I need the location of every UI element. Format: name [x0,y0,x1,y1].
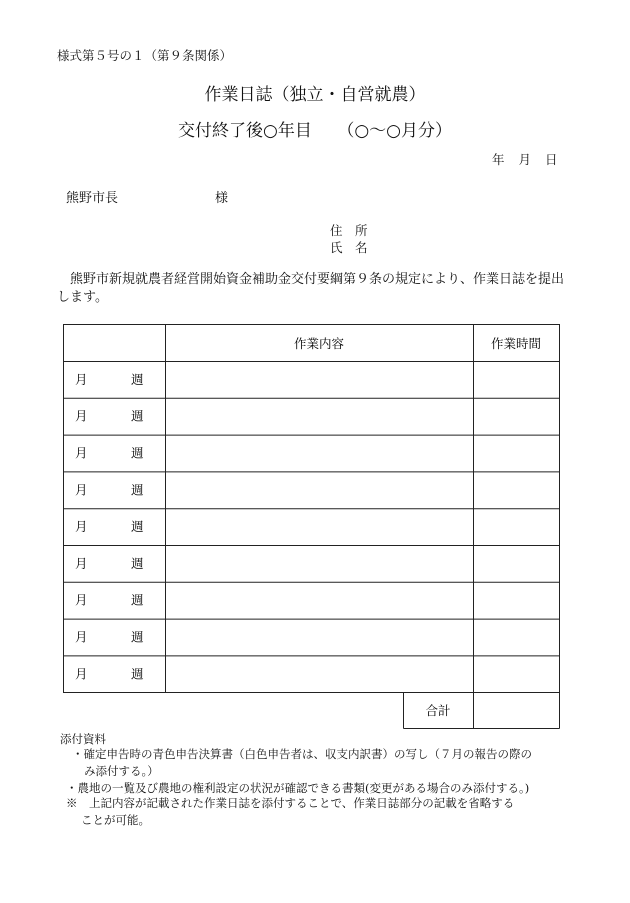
statement: 熊野市新規就農者経営開始資金補助金交付要綱第９条の規定により、作業日誌を提出します。 [57,272,565,305]
row-lines [64,362,560,656]
month-label: 月 [75,592,88,608]
month-label: 月 [75,445,88,461]
attachment-item-2: ・農地の一覧及び農地の権利設定の状況が確認できる書類(変更がある場合のみ添付する。) [66,781,530,795]
total-label: 合計 [425,703,451,718]
month-label: 月 [75,408,88,424]
attachment-note: ※ 上記内容が記載された作業日誌を添付することで、作業日誌部分の記載を省略する [66,796,515,810]
name-label: 氏 名 [330,240,368,255]
week-label: 週 [131,519,144,535]
row-labels [75,372,144,681]
month-label: 月 [75,555,88,571]
week-label: 週 [131,666,144,682]
addressee: 熊野市長 [66,191,119,206]
week-label: 週 [131,555,144,571]
month-label: 月 [75,666,88,682]
document-subtitle: 交付終了後○年目 （○～○月分） [178,121,452,141]
address-label: 住 所 [330,223,368,238]
week-label: 週 [131,482,144,498]
header-hours: 作業時間 [490,336,542,351]
week-label: 週 [131,629,144,645]
month-label: 月 [75,629,88,645]
month-label: 月 [75,519,88,535]
month-label: 月 [75,482,88,498]
header-work: 作業内容 [293,336,345,351]
week-label: 週 [131,445,144,461]
month-label: 月 [75,371,88,387]
attachment-item-1-cont: み添付する。） [84,764,159,778]
week-label: 週 [131,592,144,608]
form-number: 様式第５号の１（第９条関係） [57,48,233,63]
date-line: 年 月 日 [492,152,558,167]
attachment-item-1: ・確定申告時の青色申告決算書（白色申告者は、収支内訳書）の写し（７月の報告の際の [72,747,532,761]
week-label: 週 [131,371,144,387]
honorific: 様 [215,191,229,206]
document-title: 作業日誌（独立・自営就農） [204,85,426,105]
work-log-table [63,324,560,729]
week-label: 週 [131,408,144,424]
attachment-note-cont: ことが可能。 [81,813,150,827]
attachments-heading: 添付資料 [60,732,106,746]
